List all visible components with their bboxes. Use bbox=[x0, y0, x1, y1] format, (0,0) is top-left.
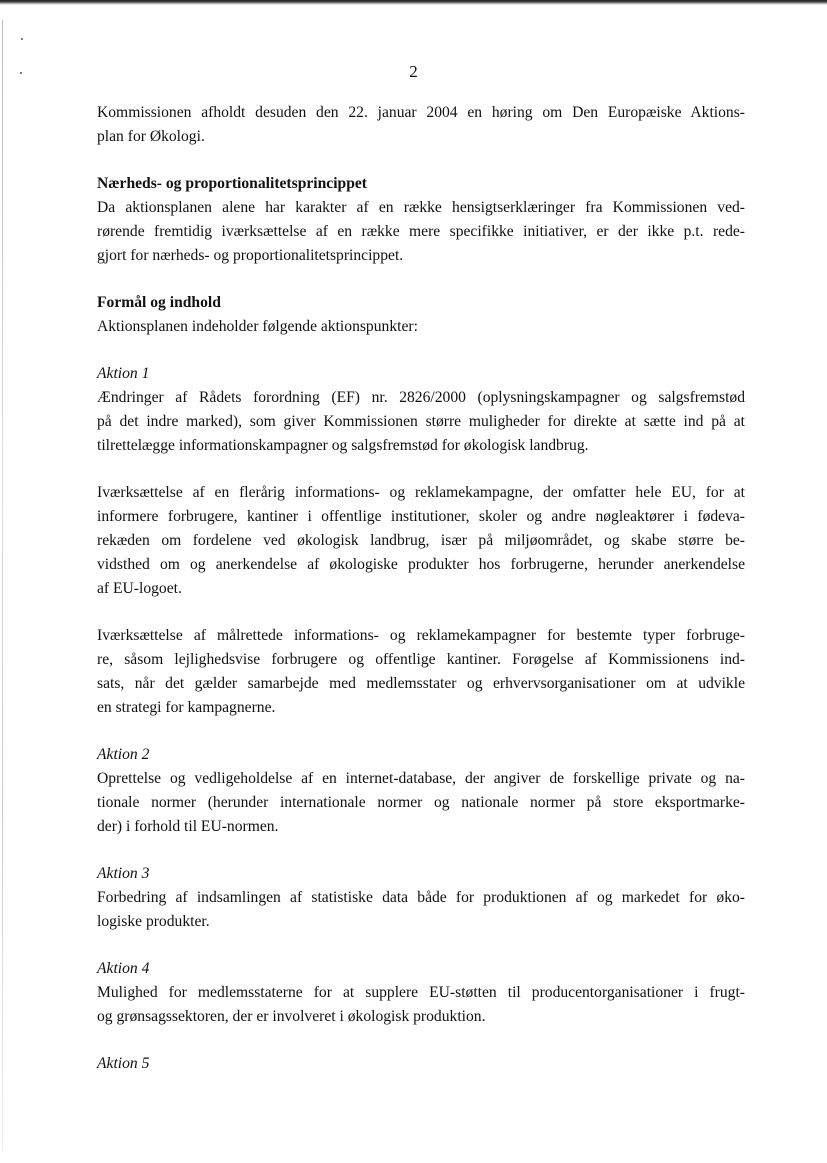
text-line: gjort for nærheds- og proportionalitetsprincippet. bbox=[97, 247, 404, 264]
section-heading: Nærheds- og proportionalitetsprincippet bbox=[97, 175, 368, 192]
aktion-heading: Aktion 5 bbox=[97, 1055, 150, 1072]
text-line: vidsthed om og anerkendelse af økologiske produkter hos forbrugerne, herunder anerkendelse bbox=[97, 556, 745, 573]
text-line: Forbedring af indsamlingen af statistiske data både for produktionen af og markedet for øko- bbox=[97, 889, 745, 906]
aktion-3-block bbox=[97, 862, 745, 934]
text-line: Da aktionsplanen alene har karakter af en række hensigtserklæringer fra Kommissionen ved- bbox=[97, 199, 745, 216]
text-line: informere forbrugere, kantiner i offentlige institutioner, skoler og andre nøgleaktører i fødeva- bbox=[97, 508, 745, 525]
text-line: rørende fremtidig iværksættelse af en række mere specifikke initiativer, er der ikke p.t. rede- bbox=[97, 223, 745, 240]
text-line: tilrettelægge informationskampagner og salgsfremstød for økologisk landbrug. bbox=[97, 437, 589, 454]
scan-top-edge bbox=[0, 0, 827, 5]
text-line: Iværksættelse af målrettede informations- og reklamekampagner for bestemte typer forbruge- bbox=[97, 627, 745, 644]
text-line: Iværksættelse af en flerårig informations- og reklamekampagne, der omfatter hele EU, for at bbox=[97, 484, 745, 501]
aktion-1-paragraph-2 bbox=[97, 481, 745, 601]
aktion-heading: Aktion 2 bbox=[97, 746, 150, 763]
aktion-heading: Aktion 4 bbox=[97, 960, 150, 977]
scan-left-edge bbox=[2, 20, 3, 1150]
text-line: logiske produkter. bbox=[97, 913, 210, 930]
text-line: en strategi for kampagnerne. bbox=[97, 699, 276, 716]
text-line: Kommissionen afholdt desuden den 22. januar 2004 en høring om Den Europæiske Aktions- bbox=[97, 104, 745, 121]
text-line: plan for Økologi. bbox=[97, 128, 205, 145]
section-naerhed bbox=[97, 172, 745, 268]
text-line: og grønsagssektoren, der er involveret i økologisk produktion. bbox=[97, 1008, 486, 1025]
scan-speck bbox=[21, 38, 23, 40]
text-line: Mulighed for medlemsstaterne for at supplere EU-støtten til producentorganisationer i frugt- bbox=[97, 984, 745, 1001]
text-line: på det indre marked), som giver Kommissionen større muligheder for direkte at sætte ind på at bbox=[97, 413, 745, 430]
document-body bbox=[97, 101, 745, 1099]
text-line: sats, når det gælder samarbejde med medlemsstater og erhvervsorganisationer om at udvikle bbox=[97, 675, 745, 692]
text-line: Ændringer af Rådets forordning (EF) nr. 2826/2000 (oplysningskampagner og salgsfremstød bbox=[97, 389, 745, 406]
text-line: Aktionsplanen indeholder følgende aktionspunkter: bbox=[97, 318, 418, 335]
aktion-heading: Aktion 3 bbox=[97, 865, 150, 882]
aktion-5-block bbox=[97, 1052, 745, 1076]
text-line: Oprettelse og vedligeholdelse af en internet-database, der angiver de forskellige private og na- bbox=[97, 770, 745, 787]
section-formaal bbox=[97, 291, 745, 339]
text-line: tionale normer (herunder internationale normer og nationale normer på store eksportmarke- bbox=[97, 794, 745, 811]
section-heading: Formål og indhold bbox=[97, 294, 221, 311]
intro-paragraph bbox=[97, 101, 745, 149]
aktion-heading: Aktion 1 bbox=[97, 365, 150, 382]
text-line: af EU-logoet. bbox=[97, 580, 182, 597]
aktion-4-block bbox=[97, 957, 745, 1029]
aktion-1-block bbox=[97, 362, 745, 458]
aktion-2-block bbox=[97, 743, 745, 839]
page-number: 2 bbox=[409, 62, 418, 81]
aktion-1-paragraph-3 bbox=[97, 624, 745, 720]
text-line: rekæden om fordelene ved økologisk landbrug, især på miljøområdet, og skabe større be- bbox=[97, 532, 745, 549]
text-line: re, såsom lejlighedsvise forbrugere og offentlige kantiner. Forøgelse af Kommissionens ind- bbox=[97, 651, 745, 668]
text-line: der) i forhold til EU-normen. bbox=[97, 818, 279, 835]
